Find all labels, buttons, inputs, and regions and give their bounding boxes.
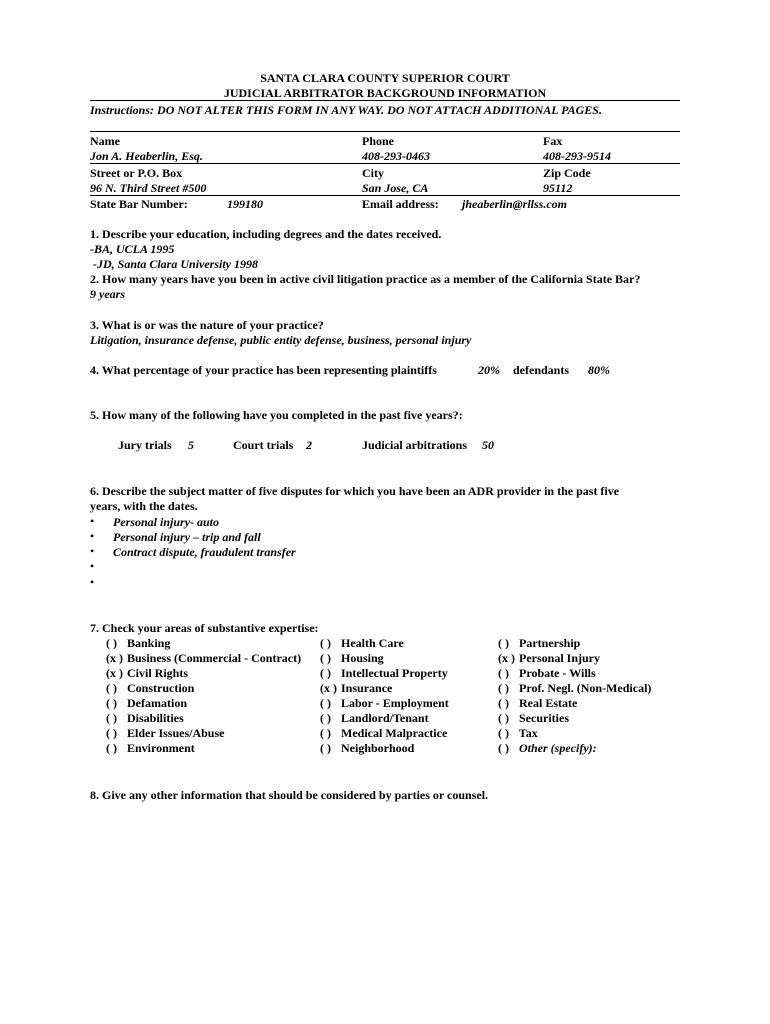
phone-label: Phone xyxy=(362,134,395,148)
expertise-label: Intellectual Property xyxy=(341,666,448,680)
expertise-label: Health Care xyxy=(341,636,404,650)
divider xyxy=(90,100,680,101)
q2-question: 2. How many years have you been in active civil litigation practice as a member of the California State Bar? xyxy=(90,272,641,286)
dispute-item: Personal injury- auto xyxy=(113,515,220,529)
street-value: 96 N. Third Street #500 xyxy=(90,181,207,195)
q1-answer: -JD, Santa Clara University 1998 xyxy=(90,257,259,271)
divider xyxy=(90,163,680,164)
dispute-item: Personal injury – trip and fall xyxy=(113,530,261,544)
expertise-housing[interactable] xyxy=(320,651,384,666)
court-name: SANTA CLARA COUNTY SUPERIOR COURT xyxy=(260,71,510,85)
fax-value: 408-293-9514 xyxy=(543,149,611,163)
checkbox[interactable]: ( ) xyxy=(320,741,331,755)
expertise-landlord-tenant[interactable] xyxy=(320,711,429,726)
expertise-other[interactable] xyxy=(498,741,597,756)
checkbox[interactable]: ( ) xyxy=(320,726,331,740)
checkbox[interactable]: ( ) xyxy=(498,636,509,650)
defendants-value: 80% xyxy=(588,363,610,377)
expertise-label: Business (Commercial - Contract) xyxy=(127,651,302,665)
checkbox[interactable]: ( ) xyxy=(106,681,117,695)
checkbox[interactable]: ( ) xyxy=(498,726,509,740)
checkbox[interactable]: ( ) xyxy=(106,726,117,740)
q6-question: 6. Describe the subject matter of five disputes for which you have been an ADR provider in the past five xyxy=(90,484,620,498)
specify-label: (specify): xyxy=(550,741,597,755)
bullet-icon: • xyxy=(90,514,95,528)
expertise-label: Elder Issues/Abuse xyxy=(127,726,225,740)
checkbox[interactable]: ( ) xyxy=(106,636,117,650)
expertise-label: Disabilities xyxy=(127,711,184,725)
expertise-environment[interactable] xyxy=(106,741,195,756)
q3-answer: Litigation, insurance defense, public entity defense, business, personal injury xyxy=(90,333,472,347)
city-value: San Jose, CA xyxy=(362,181,429,195)
email-label: Email address: xyxy=(362,197,439,211)
email-value: jheaberlin@rllss.com xyxy=(462,197,567,211)
checkbox[interactable]: (x ) xyxy=(106,651,123,665)
expertise-label: Banking xyxy=(127,636,171,650)
bullet-icon: • xyxy=(90,559,95,573)
checkbox[interactable]: ( ) xyxy=(320,696,331,710)
q3-question: 3. What is or was the nature of your practice? xyxy=(90,318,324,332)
q5-question: 5. How many of the following have you completed in the past five years?: xyxy=(90,408,463,422)
jury-trials-value: 5 xyxy=(188,438,194,452)
expertise-label: Real Estate xyxy=(519,696,578,710)
expertise-disabilities[interactable] xyxy=(106,711,184,726)
expertise-label: Probate - Wills xyxy=(519,666,596,680)
court-trials-value: 2 xyxy=(306,438,312,452)
expertise-probate[interactable] xyxy=(498,666,596,681)
bullet-icon: • xyxy=(90,529,95,543)
q4-question: 4. What percentage of your practice has been representing plaintiffs xyxy=(90,363,437,377)
checkbox[interactable]: ( ) xyxy=(106,741,117,755)
q2-answer: 9 years xyxy=(90,287,125,301)
expertise-personal-injury[interactable] xyxy=(498,651,600,666)
expertise-tax[interactable] xyxy=(498,726,538,741)
fax-label: Fax xyxy=(543,134,563,148)
expertise-label: Landlord/Tenant xyxy=(341,711,429,725)
q1-question: 1. Describe your education, including degrees and the dates received. xyxy=(90,227,442,241)
phone-value: 408-293-0463 xyxy=(362,149,430,163)
expertise-label: Environment xyxy=(127,741,195,755)
divider xyxy=(90,195,680,196)
name-label: Name xyxy=(90,134,120,148)
zip-label: Zip Code xyxy=(543,166,591,180)
expertise-insurance[interactable] xyxy=(320,681,392,696)
checkbox[interactable]: ( ) xyxy=(320,651,331,665)
checkbox[interactable]: ( ) xyxy=(498,696,509,710)
expertise-civil-rights[interactable] xyxy=(106,666,188,681)
court-trials-label: Court trials xyxy=(233,438,294,452)
expertise-elder-issues[interactable] xyxy=(106,726,224,741)
expertise-labor[interactable] xyxy=(320,696,449,711)
expertise-label: Prof. Negl. (Non-Medical) xyxy=(519,681,652,695)
name-value: Jon A. Heaberlin, Esq. xyxy=(90,149,203,163)
expertise-label: Labor - Employment xyxy=(341,696,449,710)
bullet-icon: • xyxy=(90,575,95,589)
expertise-prof-negl[interactable] xyxy=(498,681,651,696)
arbitrations-value: 50 xyxy=(482,438,494,452)
checkbox[interactable]: ( ) xyxy=(498,681,509,695)
expertise-banking[interactable] xyxy=(106,636,170,651)
expertise-label: Partnership xyxy=(519,636,581,650)
expertise-partnership[interactable] xyxy=(498,636,580,651)
arbitrations-label: Judicial arbitrations xyxy=(362,438,468,452)
checkbox[interactable]: (x ) xyxy=(106,666,123,680)
q7-question: 7. Check your areas of substantive expertise: xyxy=(90,621,319,635)
checkbox[interactable]: ( ) xyxy=(106,711,117,725)
jury-trials-label: Jury trials xyxy=(118,438,172,452)
q6-question: years, with the dates. xyxy=(90,499,198,513)
expertise-intellectual-property[interactable] xyxy=(320,666,448,681)
checkbox[interactable]: ( ) xyxy=(498,711,509,725)
checkbox[interactable]: (x ) xyxy=(320,681,337,695)
checkbox[interactable]: ( ) xyxy=(320,666,331,680)
checkbox[interactable]: ( ) xyxy=(498,741,509,755)
expertise-label: Housing xyxy=(341,651,384,665)
form-title: JUDICIAL ARBITRATOR BACKGROUND INFORMATION xyxy=(223,86,547,100)
expertise-medical-malpractice[interactable] xyxy=(320,726,447,741)
expertise-label: Personal Injury xyxy=(519,651,600,665)
expertise-label: Defamation xyxy=(127,696,187,710)
expertise-label: Tax xyxy=(518,726,538,740)
divider xyxy=(90,131,680,132)
expertise-securities[interactable] xyxy=(498,711,569,726)
expertise-neighborhood[interactable] xyxy=(320,741,414,756)
defendants-label: defendants xyxy=(513,363,570,377)
expertise-label: Other xyxy=(519,741,548,755)
expertise-label: Neighborhood xyxy=(341,741,415,755)
expertise-label: Civil Rights xyxy=(127,666,189,680)
expertise-health-care[interactable] xyxy=(320,636,404,651)
expertise-label: Medical Malpractice xyxy=(341,726,448,740)
instructions: Instructions: DO NOT ALTER THIS FORM IN ANY WAY. DO NOT ATTACH ADDITIONAL PAGES. xyxy=(90,103,602,117)
q8-question: 8. Give any other information that should be considered by parties or counsel. xyxy=(90,788,489,802)
expertise-label: Securities xyxy=(519,711,569,725)
bullet-icon: • xyxy=(90,544,95,558)
expertise-label: Construction xyxy=(127,681,195,695)
zip-value: 95112 xyxy=(543,181,573,195)
checkbox[interactable]: (x ) xyxy=(498,651,515,665)
checkbox[interactable]: ( ) xyxy=(106,696,117,710)
dispute-item: Contract dispute, fraudulent transfer xyxy=(113,545,296,559)
expertise-construction[interactable] xyxy=(106,681,194,696)
street-label: Street or P.O. Box xyxy=(90,166,183,180)
bar-label: State Bar Number: xyxy=(90,197,188,211)
expertise-business[interactable] xyxy=(106,651,301,666)
bar-value: 199180 xyxy=(227,197,263,211)
expertise-defamation[interactable] xyxy=(106,696,187,711)
q1-answer: -BA, UCLA 1995 xyxy=(90,242,175,256)
expertise-real-estate[interactable] xyxy=(498,696,577,711)
city-label: City xyxy=(362,166,384,180)
checkbox[interactable]: ( ) xyxy=(320,636,331,650)
expertise-label: Insurance xyxy=(341,681,393,695)
checkbox[interactable]: ( ) xyxy=(320,711,331,725)
plaintiffs-value: 20% xyxy=(478,363,500,377)
checkbox[interactable]: ( ) xyxy=(498,666,509,680)
